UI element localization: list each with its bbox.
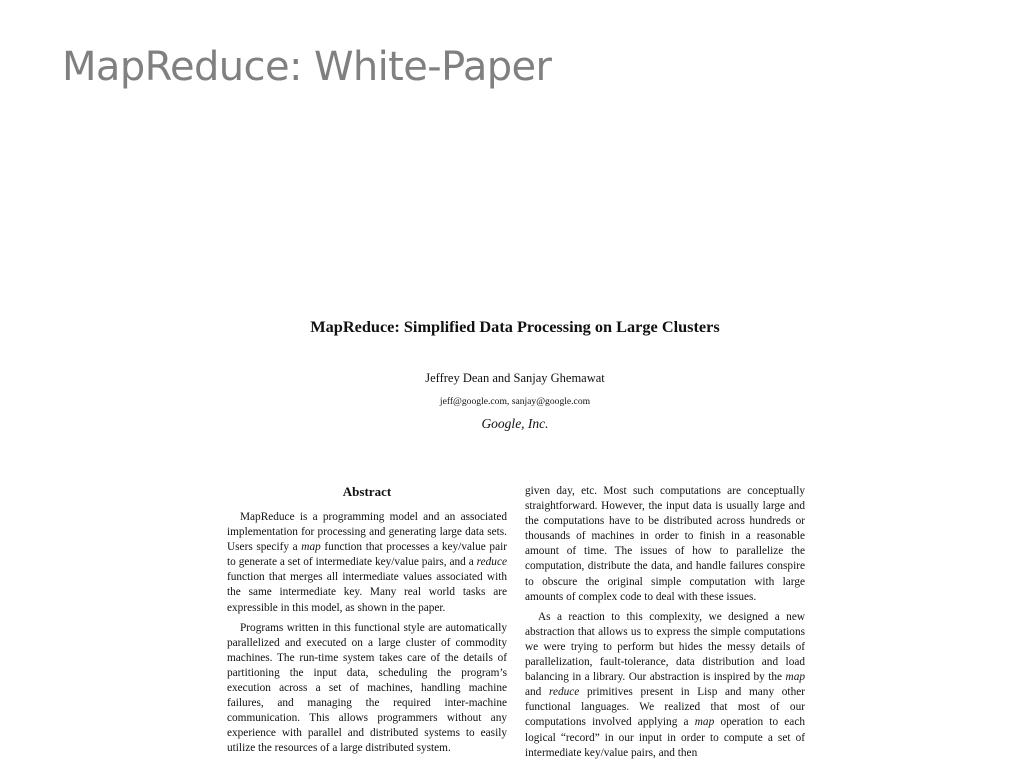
paper-page-image — [222, 312, 808, 768]
text-run: As a reaction to this complexity, we designed a new abstraction that allows us to express the simple computations we were trying to perform but hides the messy details of parallelization, fault-tolerance, data distribution and load balancing in a library. Our abstraction is inspired by the — [525, 610, 805, 684]
left-column-paragraphs — [227, 510, 507, 757]
paragraph — [227, 621, 507, 757]
paper-emails: jeff@google.com, sanjay@google.com — [439, 396, 591, 407]
emphasized-term: map — [694, 716, 715, 729]
text-run: operation to each logical “record” in our input in order to compute a set of intermediate key/value pairs, and then — [525, 716, 805, 759]
text-run: and — [525, 686, 549, 699]
text-run: function that processes a key/value pair to generate a set of intermediate key/value pairs, and a — [227, 541, 507, 569]
paragraph — [525, 610, 805, 761]
paragraph — [525, 484, 805, 605]
right-column-paragraphs — [525, 484, 805, 761]
emphasized-term: reduce — [476, 556, 507, 569]
text-run: function that merges all intermediate values associated with the same intermediate key. Many real world tasks are expressible in this model, as shown in the paper. — [227, 571, 507, 614]
paper-title: MapReduce: Simplified Data Processing on Large Clusters — [310, 317, 720, 336]
abstract-heading: Abstract — [342, 484, 392, 499]
text-run: given day, etc. Most such computations are conceptually straightforward. However, the input data is usually large and the computations have to be distributed across hundreds or thousands of machines in order to finish in a reasonable amount of time. The issues of how to parallelize the computation, distribute the data, and handle failures conspire to obscure the original simple computation with large amounts of complex code to deal with these issues. — [525, 485, 805, 603]
left-column — [227, 482, 507, 762]
text-run: Programs written in this functional style are automatically parallelized and executed on a large cluster of commodity machines. The run-time system takes care of the details of partitioning the input data, scheduling the program’s execution across a set of machines, handling machine failures, and managing the required inter-machine communication. This allows programmers without any experience with parallel and distributed systems to easily utilize the resources of a large distributed system. — [227, 621, 507, 755]
slide-title: MapReduce: White-Paper — [62, 44, 552, 90]
paper-authors: Jeffrey Dean and Sanjay Ghemawat — [425, 371, 605, 385]
paper-body-columns — [222, 482, 808, 768]
text-run: MapReduce is a programming model and an associated implementation for processing and generating large data sets. Users specify a — [227, 511, 507, 554]
paragraph — [227, 510, 507, 616]
text-run: primitives present in Lisp and many other functional languages. We realized that most of our computations involved applying a — [525, 686, 805, 729]
right-column — [525, 484, 805, 766]
emphasized-term: reduce — [549, 686, 580, 699]
emphasized-term: map — [785, 671, 805, 684]
paper-affiliation: Google, Inc. — [481, 416, 549, 431]
emphasized-term: map — [301, 541, 321, 554]
